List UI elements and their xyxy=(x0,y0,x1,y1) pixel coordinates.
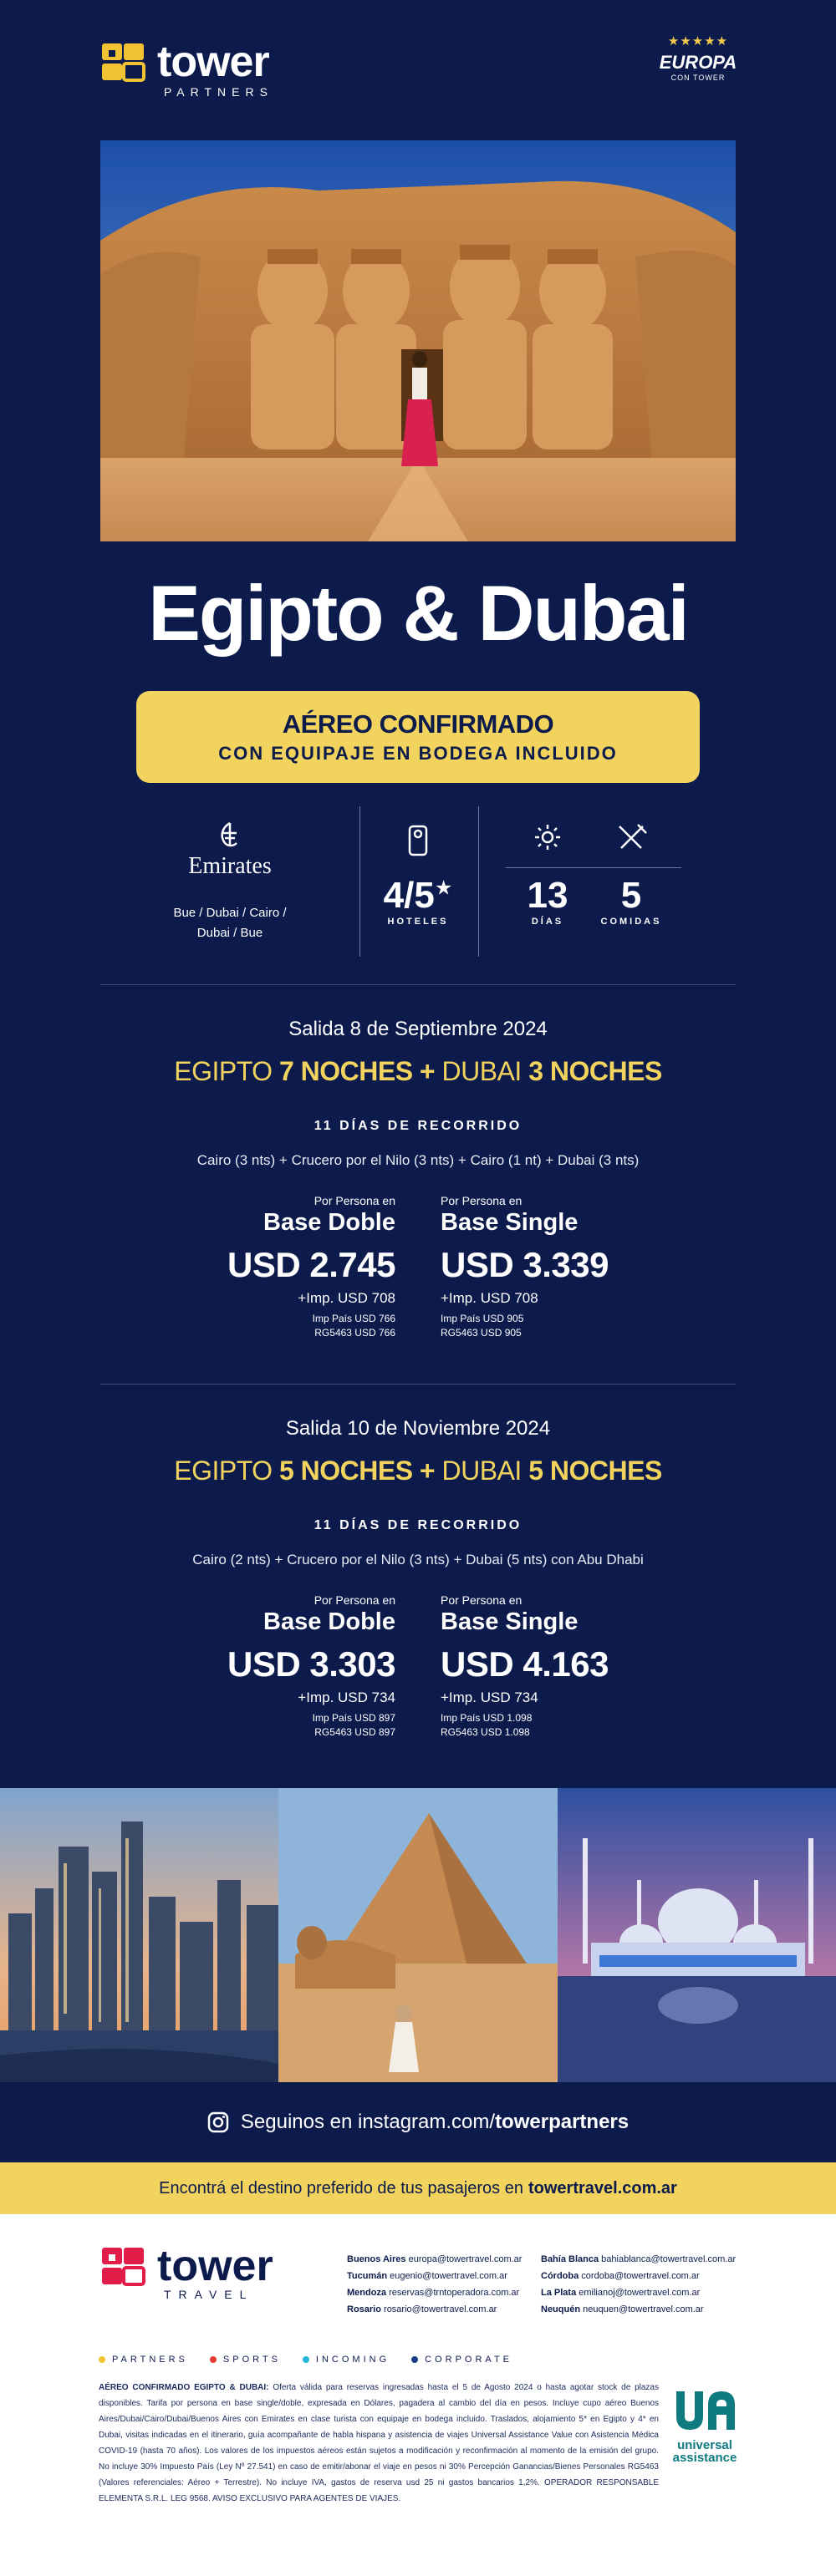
itinerary: Cairo (2 nts) + Crucero por el Nilo (3 nts) + Dubai (5 nts) con Abu Dhabi xyxy=(192,1552,644,1567)
office-email: reservas@trntoperadora.com.ar xyxy=(389,2288,520,2298)
header xyxy=(0,0,836,140)
per-person-label: Por Persona en xyxy=(314,1593,395,1607)
star-icon: ★ xyxy=(434,876,453,900)
office-email: rosario@towertravel.com.ar xyxy=(384,2304,497,2314)
price-double xyxy=(227,1593,395,1740)
brand-sub: PARTNERS xyxy=(164,85,273,99)
cta-link[interactable]: towertravel.com.ar xyxy=(528,2178,677,2197)
hotels-value: 4/5 xyxy=(383,875,435,916)
base-label: Base Single xyxy=(441,1608,579,1635)
sun-icon xyxy=(533,823,562,851)
base-label: Base Doble xyxy=(263,1209,395,1236)
dot-icon xyxy=(210,2356,217,2363)
office-city: Neuquén xyxy=(541,2304,581,2314)
footer-brand-sub: TRAVEL xyxy=(164,2288,254,2301)
europa-title: EUROPA xyxy=(659,52,737,73)
instagram-icon xyxy=(207,2111,229,2133)
meals-value: 5 xyxy=(620,875,642,916)
footer-brand-name: tower xyxy=(157,2242,273,2290)
route-line-2: Dubai / Bue xyxy=(196,926,263,940)
emirates-logo-icon xyxy=(213,821,247,850)
footer xyxy=(0,2214,836,2576)
tax-pais: Imp País USD 766 xyxy=(312,1313,395,1324)
unit-label: SPORTS xyxy=(222,2355,281,2365)
legal-body: Oferta válida para reservas ingresadas hasta el 5 de Agosto 2024 o hasta agotar stock de plazas disponibles. Tarifa por persona en base single/doble, expresada en Dólares, pagadera al cambio del día en pesos. Incluye cupo aéreo Buenos Aires/Dubai/Cairo/Dubai/Buenos Aires con Emirates en clase turista con equipaje en bodega incluido. Traslados, alojamiento 5* en Egipto y 4* en Dubai, visitas indicadas en el itinerario, guía acompañante de habla hispana y asistencia de viajes Universal Assistance Value con Asistencia Médica COVID-19 (hasta 70 años). Los valores de los impuestos aéreos están sujetos a modificación y reconfirmación al momento de la emisión del grupo. No incluye 30% Impuesto País (Ley Nº 27.541) en caso de emitir/abonar el viaje en pesos ni 30% Percepción Ganancias/Bienes Personales RG5463 (Valores referenciales: Aéreo + Terrestre). No incluye IVA, gastos de reserva usd 25 ni gastos bancarios 1,2%. OPERADOR RESPONSABLE ELEMENTA S.R.L. LEG 9568. AVISO EXCLUSIVO PARA AGENTES DE VIAJES. xyxy=(99,2383,659,2503)
tax-pais: Imp País USD 905 xyxy=(441,1313,524,1324)
tax-pais: Imp País USD 1.098 xyxy=(441,1712,533,1724)
office-city: Tucumán xyxy=(347,2271,388,2281)
confirmed-flight-banner xyxy=(136,691,700,783)
office-city: Mendoza xyxy=(347,2288,387,2298)
plus-sign: + xyxy=(419,1056,436,1086)
unit-sports[interactable] xyxy=(210,2355,281,2365)
dest-1: EGIPTO xyxy=(174,1056,273,1086)
instagram-link[interactable] xyxy=(0,2082,836,2162)
instagram-handle: towerpartners xyxy=(495,2111,630,2133)
office-email: bahiablanca@towertravel.com.ar xyxy=(601,2254,737,2264)
divider xyxy=(506,867,681,868)
nights-summary xyxy=(0,1056,836,1087)
airline-name: Emirates xyxy=(188,853,272,879)
price-amount: USD 3.303 xyxy=(227,1644,395,1684)
per-person-label: Por Persona en xyxy=(314,1194,395,1207)
hotels-label: HOTELES xyxy=(387,917,449,927)
nights-1: 5 NOCHES xyxy=(278,1456,413,1486)
office-city: Bahía Blanca xyxy=(541,2254,599,2264)
tax-rg: RG5463 USD 905 xyxy=(441,1327,522,1339)
banner-line-2: CON EQUIPAJE EN BODEGA INCLUIDO xyxy=(218,743,618,764)
days-value: 13 xyxy=(527,875,568,916)
tax-rg: RG5463 USD 1.098 xyxy=(441,1726,530,1738)
tax-rg: RG5463 USD 897 xyxy=(314,1726,395,1738)
office-item[interactable] xyxy=(541,2251,750,2268)
office-city: La Plata xyxy=(541,2288,577,2298)
days-block xyxy=(502,823,594,927)
divider xyxy=(359,806,360,957)
tax-rg: RG5463 USD 766 xyxy=(314,1327,395,1339)
unit-label: PARTNERS xyxy=(112,2355,188,2365)
meals-label: COMIDAS xyxy=(600,917,662,927)
tower-logo-icon xyxy=(99,40,147,84)
price-amount: USD 3.339 xyxy=(441,1245,609,1284)
mosque-icon xyxy=(558,1788,836,2082)
banner-line-1: AÉREO CONFIRMADO xyxy=(282,709,554,739)
price-row xyxy=(0,1593,836,1752)
price-single xyxy=(441,1194,609,1340)
europa-sub: CON TOWER xyxy=(670,74,726,82)
ua-line-1: universal xyxy=(677,2438,732,2452)
office-item[interactable] xyxy=(347,2251,548,2268)
base-label: Base Single xyxy=(441,1209,579,1236)
unit-incoming[interactable] xyxy=(303,2355,390,2365)
hotels-column xyxy=(368,823,468,927)
airline-column xyxy=(150,821,309,943)
price-double xyxy=(227,1194,395,1340)
office-email: neuquen@towertravel.com.ar xyxy=(583,2304,704,2314)
nights-1: 7 NOCHES xyxy=(278,1056,413,1086)
office-item[interactable] xyxy=(347,2268,548,2284)
price-amount: USD 4.163 xyxy=(441,1644,609,1684)
departure-block xyxy=(0,1417,836,1752)
europa-badge[interactable] xyxy=(652,35,744,119)
abu-simbel-photo-icon xyxy=(100,140,736,541)
pyramids-photo xyxy=(278,1788,557,2082)
office-item[interactable] xyxy=(347,2301,548,2318)
dot-icon xyxy=(99,2356,105,2363)
unit-corporate[interactable] xyxy=(411,2355,512,2365)
office-email: europa@towertravel.com.ar xyxy=(408,2254,522,2264)
dubai-photo xyxy=(0,1788,278,2082)
days-tour: 11 DÍAS DE RECORRIDO xyxy=(314,1518,522,1532)
office-city: Córdoba xyxy=(541,2271,579,2281)
office-email: cordoba@towertravel.com.ar xyxy=(581,2271,700,2281)
office-item[interactable] xyxy=(541,2301,750,2318)
dest-2: DUBAI xyxy=(441,1456,522,1486)
itinerary: Cairo (3 nts) + Crucero por el Nilo (3 nts) + Cairo (1 nt) + Dubai (3 nts) xyxy=(196,1152,640,1168)
per-person-label: Por Persona en xyxy=(441,1194,522,1207)
legal-title: AÉREO CONFIRMADO EGIPTO & DUBAI: xyxy=(99,2383,269,2392)
office-item[interactable] xyxy=(541,2268,750,2284)
universal-assistance-icon xyxy=(671,2386,738,2435)
tower-partners-logo[interactable] xyxy=(99,40,273,99)
mosque-photo xyxy=(558,1788,836,2082)
nights-2: 3 NOCHES xyxy=(528,1056,662,1086)
unit-partners[interactable] xyxy=(99,2355,188,2365)
unit-label: INCOMING xyxy=(315,2355,390,2365)
business-units xyxy=(99,2355,512,2365)
cta-bar[interactable] xyxy=(0,2162,836,2214)
dot-icon xyxy=(411,2356,418,2363)
brand-name: tower xyxy=(157,38,269,86)
meals-block xyxy=(585,823,677,927)
departure-block xyxy=(0,1018,836,1353)
divider xyxy=(478,806,479,957)
pyramid-sphinx-icon xyxy=(278,1788,557,2082)
universal-assistance-logo[interactable] xyxy=(667,2386,742,2464)
office-city: Rosario xyxy=(347,2304,381,2314)
price-single xyxy=(441,1593,609,1740)
taxes-amount: +Imp. USD 734 xyxy=(298,1689,395,1705)
stars-icon: ★★★★★ xyxy=(667,34,729,48)
legal-text xyxy=(99,2380,659,2507)
destination-photo-strip xyxy=(0,1788,836,2082)
days-label: DÍAS xyxy=(531,917,564,927)
office-city: Buenos Aires xyxy=(347,2254,406,2264)
departure-date: Salida 8 de Septiembre 2024 xyxy=(288,1018,548,1040)
nights-summary xyxy=(0,1456,836,1486)
office-email: eugenio@towertravel.com.ar xyxy=(390,2271,507,2281)
unit-label: CORPORATE xyxy=(425,2355,513,2365)
instagram-prefix: Seguinos en instagram.com/ xyxy=(240,2111,496,2133)
hero-image xyxy=(100,140,736,541)
base-label: Base Doble xyxy=(263,1608,395,1635)
door-hanger-icon xyxy=(406,823,430,856)
cutlery-icon xyxy=(614,823,648,851)
office-item[interactable] xyxy=(541,2284,750,2301)
price-amount: USD 2.745 xyxy=(227,1245,395,1284)
price-row xyxy=(0,1194,836,1353)
trip-info-row xyxy=(100,806,736,957)
office-item[interactable] xyxy=(347,2284,548,2301)
separator xyxy=(100,1384,736,1385)
taxes-amount: +Imp. USD 708 xyxy=(441,1290,538,1306)
plus-sign: + xyxy=(419,1456,436,1486)
tower-travel-logo[interactable] xyxy=(99,2244,273,2301)
tax-pais: Imp País USD 897 xyxy=(312,1712,395,1724)
separator xyxy=(100,984,736,985)
cta-text: Encontrá el destino preferido de tus pasajeros en xyxy=(159,2178,523,2197)
per-person-label: Por Persona en xyxy=(441,1593,522,1607)
departure-date: Salida 10 de Noviembre 2024 xyxy=(285,1417,551,1440)
dot-icon xyxy=(303,2356,309,2363)
days-tour: 11 DÍAS DE RECORRIDO xyxy=(314,1119,522,1133)
dest-2: DUBAI xyxy=(441,1056,522,1086)
ua-line-2: assistance xyxy=(672,2451,737,2465)
taxes-amount: +Imp. USD 708 xyxy=(298,1290,395,1306)
nights-2: 5 NOCHES xyxy=(528,1456,662,1486)
dubai-skyline-icon xyxy=(0,1788,278,2082)
office-email: emilianoj@towertravel.com.ar xyxy=(579,2288,701,2298)
route-line-1: Bue / Dubai / Cairo / xyxy=(173,906,287,920)
dest-1: EGIPTO xyxy=(174,1456,273,1486)
page-title: Egipto & Dubai xyxy=(148,569,688,657)
tower-travel-logo-icon xyxy=(99,2244,147,2288)
taxes-amount: +Imp. USD 734 xyxy=(441,1689,538,1705)
